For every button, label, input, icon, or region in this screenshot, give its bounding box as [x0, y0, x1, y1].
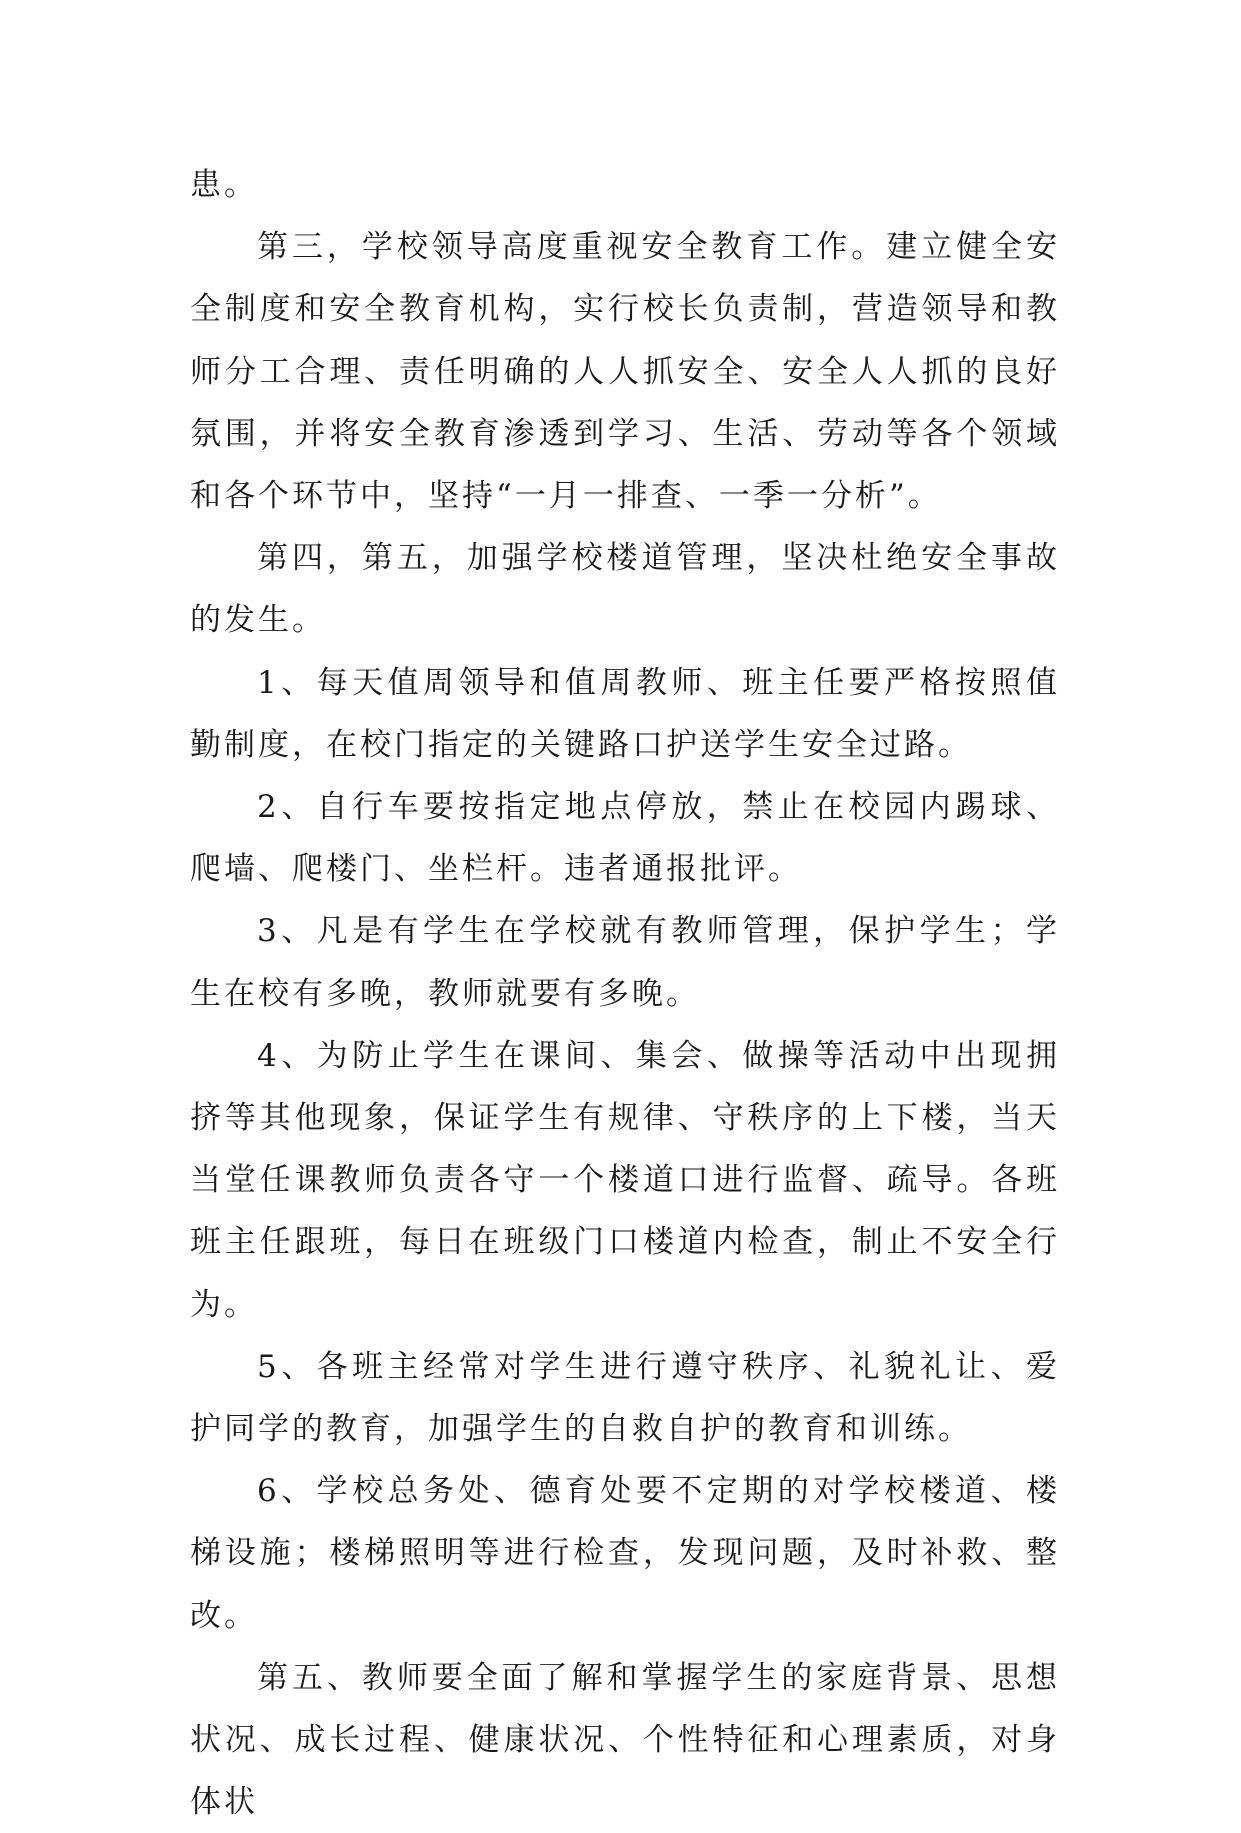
paragraph-continuation: 患。: [190, 167, 258, 203]
paragraph-fourth-point: 第四，第五，加强学校楼道管理，坚决杜绝安全事故的发生。: [190, 540, 1060, 639]
list-item-2: 2、自行车要按指定地点停放，禁止在校园内踢球、爬墙、爬楼门、坐栏杆。违者通报批评。: [190, 789, 1060, 888]
list-item-3: 3、凡是有学生在学校就有教师管理，保护学生；学生在校有多晚，教师就要有多晚。: [190, 913, 1060, 1012]
list-item-6: 6、学校总务处、德育处要不定期的对学校楼道、楼梯设施；楼梯照明等进行检查，发现问题，及时补救、整改。: [190, 1473, 1060, 1634]
body-text: [190, 154, 1060, 1833]
list-item-4: 4、为防止学生在课间、集会、做操等活动中出现拥挤等其他现象，保证学生有规律、守秩序的上下楼，当天当堂任课教师负责各守一个楼道口进行监督、疏导。各班班主任跟班，每日在班级门口楼道内检查，制止不安全行为。: [190, 1037, 1060, 1323]
list-item-5: 5、各班主经常对学生进行遵守秩序、礼貌礼让、爱护同学的教育，加强学生的自救自护的教育和训练。: [190, 1348, 1060, 1448]
list-item-1: 1、每天值周领导和值周教师、班主任要严格按照值勤制度，在校门指定的关键路口护送学生安全过路。: [190, 664, 1060, 763]
paragraph-fifth-point: 第五、教师要全面了解和掌握学生的家庭背景、思想状况、成长过程、健康状况、个性特征和心理素质，对身体状: [190, 1659, 1060, 1821]
paragraph-third-point: 第三，学校领导高度重视安全教育工作。建立健全安全制度和安全教育机构，实行校长负责制，营造领导和教师分工合理、责任明确的人人抓安全、安全人人抓的良好氛围，并将安全教育渗透到学习、生活、劳动等各个领域和各个环节中，坚持“一月一排查、一季一分析”。: [190, 229, 1060, 515]
